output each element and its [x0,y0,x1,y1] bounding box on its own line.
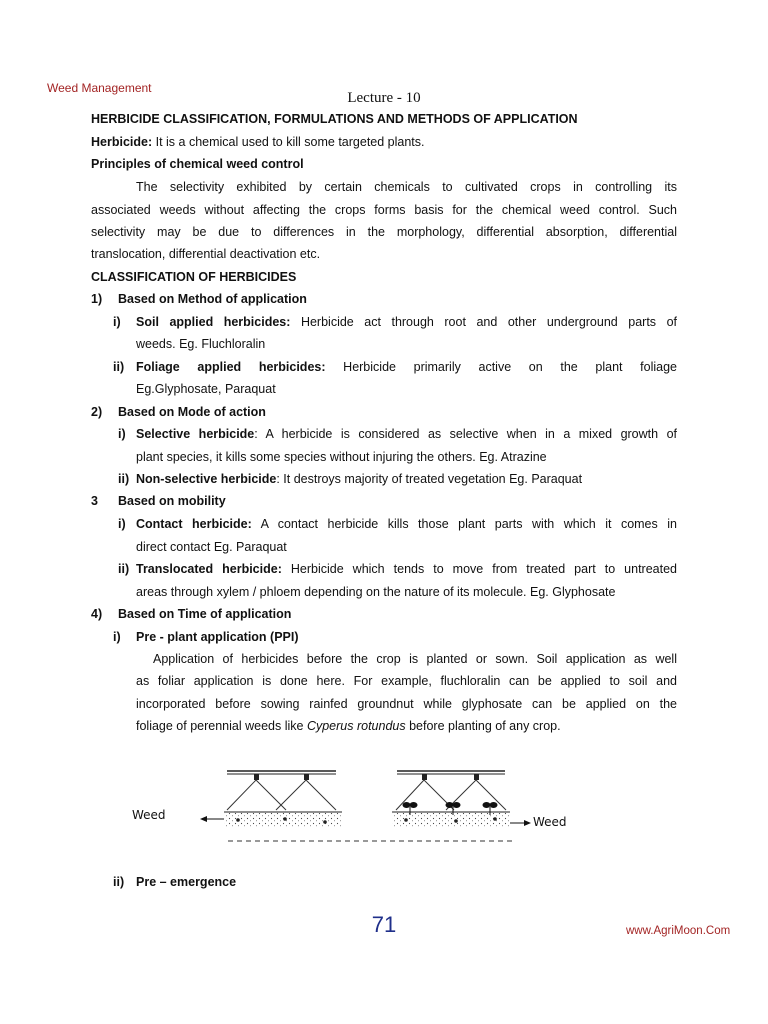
s4-i-number: i) [113,630,121,644]
section-4-number: 4) [91,607,103,621]
principles-heading: Principles of chemical weed control [91,157,304,171]
definition-text: It is a chemical used to kill some targeted plants. [152,135,425,149]
s3-ii-text: Herbicide which tends to move from treated part to untreated [281,562,677,576]
s2-i-text: : A herbicide is considered as selective when in a mixed growth of [254,427,677,441]
s3-ii-line2: areas through xylem / phloem depending on the nature of its molecule. Eg. Glyphosate [136,585,616,599]
principles-line-1: The selectivity exhibited by certain chemicals to cultivated crops in controlling its [136,180,677,194]
section-3-heading: Based on mobility [118,494,226,508]
sprayer-diagram [120,762,540,848]
left-spray-boom [227,771,336,810]
s1-i-number: i) [113,315,121,329]
s1-i-term: Soil applied herbicides: [136,315,291,329]
ppi-line-3: incorporated before sowing rainfed groundnut while glyphosate can be applied on the [136,697,677,711]
principles-line-4: translocation, differential deactivation etc. [91,247,321,261]
s2-ii-term: Non-selective herbicide [136,472,277,486]
s3-ii-term: Translocated herbicide: [136,562,282,576]
section-2-heading: Based on Mode of action [118,405,266,419]
left-soil-strip [224,812,342,827]
weed-label-right: Weed [533,815,567,829]
s2-i-number: i) [118,427,126,441]
section-3-number: 3 [91,494,98,508]
ppi-line-2: as foliar application is done here. For example, fluchloralin can be applied to soil and [136,674,677,688]
s1-i-line1 [136,311,677,334]
ppi-line-1: Application of herbicides before the crop is planted or sown. Soil application as well [153,652,677,666]
s2-ii-number: ii) [118,472,130,486]
s4-ii-term: Pre – emergence [136,875,237,889]
definition-term: Herbicide: [91,135,153,149]
s3-i-text: A contact herbicide kills those plant parts with which it comes in [251,517,677,531]
s3-i-line1 [136,513,677,536]
ppi-species: Cyperus rotundus [306,719,406,733]
herbicide-definition [91,131,425,154]
s3-i-term: Contact herbicide: [136,517,252,531]
s1-ii-term: Foliage applied herbicides: [136,360,326,374]
s3-i-line2: direct contact Eg. Paraquat [136,540,287,554]
principles-line-3: selectivity may be due to differences in the morphology, differential absorption, differential [91,225,677,239]
s3-ii-number: ii) [118,562,130,576]
section-1-heading: Based on Method of application [118,292,307,306]
s2-i-line1 [136,423,677,446]
s2-i-line2: plant species, it kills some species without injuring the others. Eg. Atrazine [136,450,547,464]
section-2-number: 2) [91,405,103,419]
ppi-line-4-a: foliage of perennial weeds like [136,719,307,733]
s4-i-term: Pre - plant application (PPI) [136,630,299,644]
running-header: Weed Management [47,81,152,95]
ppi-figure [120,762,540,848]
page-title: HERBICIDE CLASSIFICATION, FORMULATIONS AND METHODS OF APPLICATION [91,112,578,126]
s2-ii-line1 [136,468,582,491]
ppi-line-4-b: before planting of any crop. [405,719,561,733]
s1-ii-number: ii) [113,360,125,374]
page-number: 71 [371,912,397,937]
principles-line-2: associated weeds without affecting the crops forms basis for the chemical weed control. Such [91,203,677,217]
weed-label-left: Weed [132,808,166,822]
site-url: www.AgriMoon.Com [626,925,731,937]
right-weed-arrow [510,820,531,826]
s2-ii-text: : It destroys majority of treated vegetation Eg. Paraquat [276,472,583,486]
left-weed-arrow [200,816,224,822]
s4-ii-number: ii) [113,875,125,889]
ppi-line-4 [136,715,561,738]
lecture-number: Lecture - 10 [347,90,421,106]
s3-i-number: i) [118,517,126,531]
s3-ii-line1 [136,558,677,581]
s1-ii-line2: Eg.Glyphosate, Paraquat [136,382,276,396]
s1-i-line2: weeds. Eg. Fluchloralin [136,337,266,351]
section-4-heading: Based on Time of application [118,607,292,621]
s1-ii-line1 [136,356,677,379]
s1-ii-text: Herbicide primarily active on the plant foliage [325,360,677,374]
s2-i-term: Selective herbicide [136,427,255,441]
classification-heading: CLASSIFICATION OF HERBICIDES [91,270,297,284]
s1-i-text: Herbicide act through root and other underground parts of [290,315,678,329]
section-1-number: 1) [91,292,103,306]
